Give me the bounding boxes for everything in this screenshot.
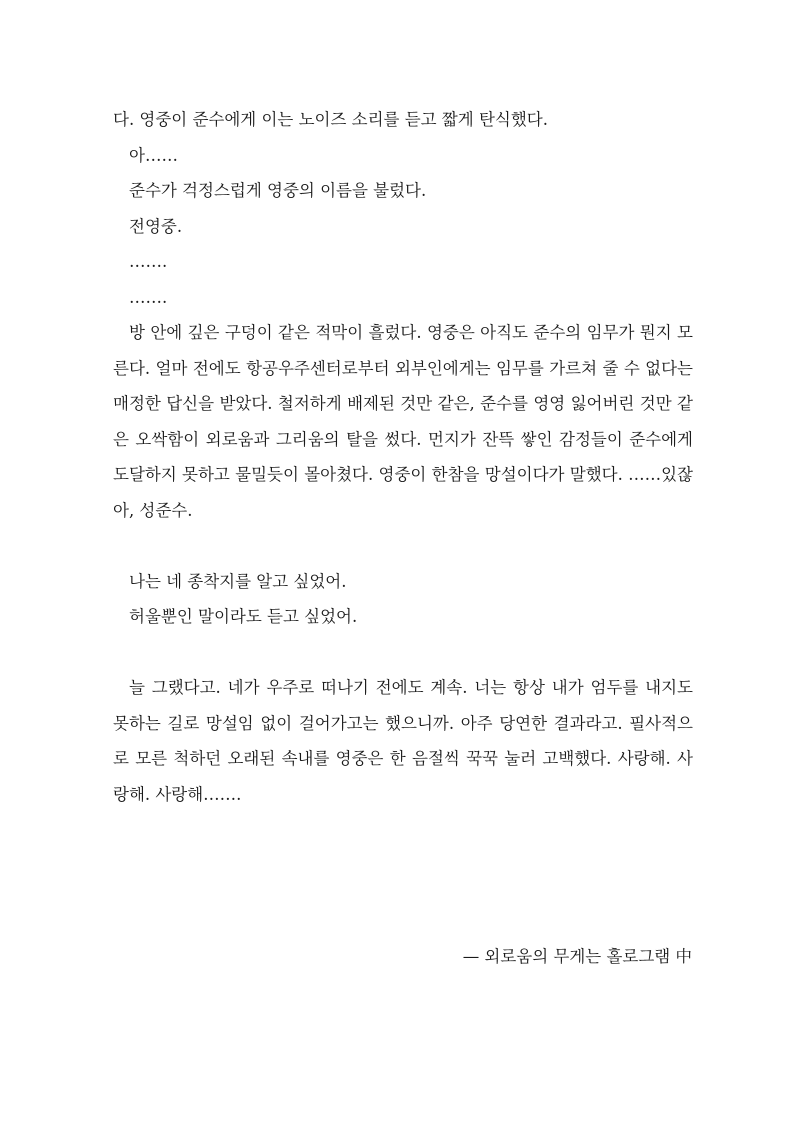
dialogue-line: 아…… [129, 145, 178, 165]
dialogue-line: 허울뿐인 말이라도 듣고 싶었어. [129, 607, 358, 626]
narration-paragraph: 늘 그랬다고. 네가 우주로 떠나기 전에도 계속. 너는 항상 내가 엄두를 내지도 못하는 길로 망설임 없이 걸어가고는 했으니까. 아주 당연한 결과라고. 필사적으로 모른 척하던 오래된 속내를 영중은 한 음절씩 꾹꾹 눌러 고백했다. 사랑해. 사랑해. 사랑해……. [113, 678, 693, 804]
paragraph-gap [113, 528, 693, 564]
ellipsis-line: ……. [129, 252, 168, 271]
dialogue-line: 전영중. [129, 216, 183, 236]
paragraph-continuation: 다. 영중이 준수에게 이는 노이즈 소리를 듣고 짧게 탄식했다. [113, 110, 548, 129]
body-text [113, 102, 693, 812]
dialogue-line: 나는 네 종착지를 알고 싶었어. [129, 571, 347, 591]
ellipsis-line: ……. [129, 287, 168, 307]
narration-paragraph: 방 안에 깊은 구덩이 같은 적막이 흘렀다. 영중은 아직도 준수의 임무가 뭔지 모른다. 얼마 전에도 항공우주센터로부터 외부인에게는 임무를 가르쳐 줄 수 없다는 매정한 답신을 받았다. 철저하게 배제된 것만 같은, 준수를 영영 잃어버린 것만 같은 오싹함이 외로움과 그리움의 탈을 썼다. 먼지가 잔뜩 쌓인 감정들이 준수에게 도달하지 못하고 물밀듯이 몰아쳤다. 영중이 한참을 망설이다가 말했다. ……있잖아, 성준수. [113, 323, 693, 520]
source-attribution: — 외로움의 무게는 홀로그램 中 [462, 947, 692, 966]
paragraph-gap [113, 635, 693, 671]
narration-line: 준수가 걱정스럽게 영중의 이름을 불렀다. [129, 181, 427, 200]
